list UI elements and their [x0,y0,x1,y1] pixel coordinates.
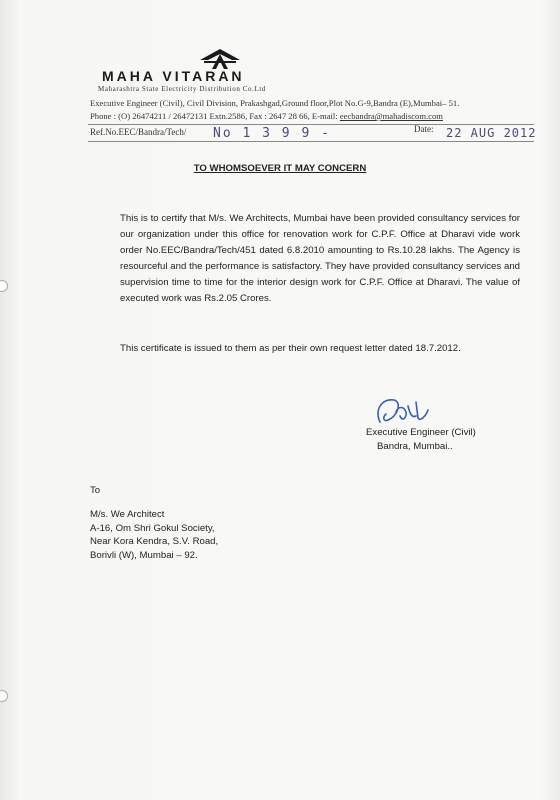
signatory-designation: Executive Engineer (Civil) [366,427,476,438]
paragraph-2-text: This certificate is issued to them as per their own request letter dated 18.7.2012. [120,343,461,354]
recipient-address [90,508,218,562]
recipient-line: M/s. We Architect [90,509,165,520]
recipient-line: A-16, Om Shri Gokul Society, [90,522,215,534]
company-logo [98,48,348,96]
date-stamp: 22 AUG 2012 [446,126,537,140]
letterhead-address [90,97,530,123]
contact-line [90,110,530,123]
certificate-paragraph [120,211,520,307]
paragraph-1-text: This is to certify that M/s. We Architects, Mumbai have been provided consultancy services for our organization under this office for renovation work for C.P.F. Office at Dharavi vide work order No.EEC/Bandra/Tech/451 dated 6.8.2010 amounting to Rs.10.28 lakhs. The Agency is resourceful and the performance is satisfactory. They have provided consultancy services and supervision time to time for the interior design work for C.P.F. Office at Dharavi. The value of executed work was Rs.2.05 Crores. [120,213,520,304]
recipient-line: Borivli (W), Mumbai – 92. [90,549,198,561]
brand-name: MAHA VITARAN [102,68,245,84]
reference-label: Ref.No.EEC/Bandra/Tech/ [90,127,187,137]
punch-hole [0,690,8,702]
date-label: Date: [414,124,434,134]
title-text: TO WHOMSOEVER IT MAY CONCERN [193,163,367,174]
to-label: To [90,485,101,496]
brand-subtitle: Maharashtra State Electricity Distribution Co.Ltd [98,85,267,93]
punch-hole [0,280,8,292]
recipient-line: Near Kora Kendra, S.V. Road, [90,536,219,547]
address-line: Executive Engineer (Civil), Civil Division, Prakashgad,Ground floor,Plot No.G-9,Bandra (E),Mumbai– 51. [90,98,460,108]
reference-divider [88,141,534,142]
transmission-tower-icon [198,48,242,70]
email-link[interactable]: eecbandra@mahadiscom.com [339,111,443,121]
signatory-block [366,426,476,454]
reference-number-stamp: No 1 3 9 9 - [213,126,331,141]
signatory-location: Bandra, Mumbai.. [377,441,453,452]
contact-details: Phone : (O) 26474211 / 26472131 Extn.2586, Fax : 2647 28 66, E-mail: [90,111,340,121]
header-divider [88,124,534,125]
request-paragraph [120,341,520,357]
letter-title [0,163,560,174]
